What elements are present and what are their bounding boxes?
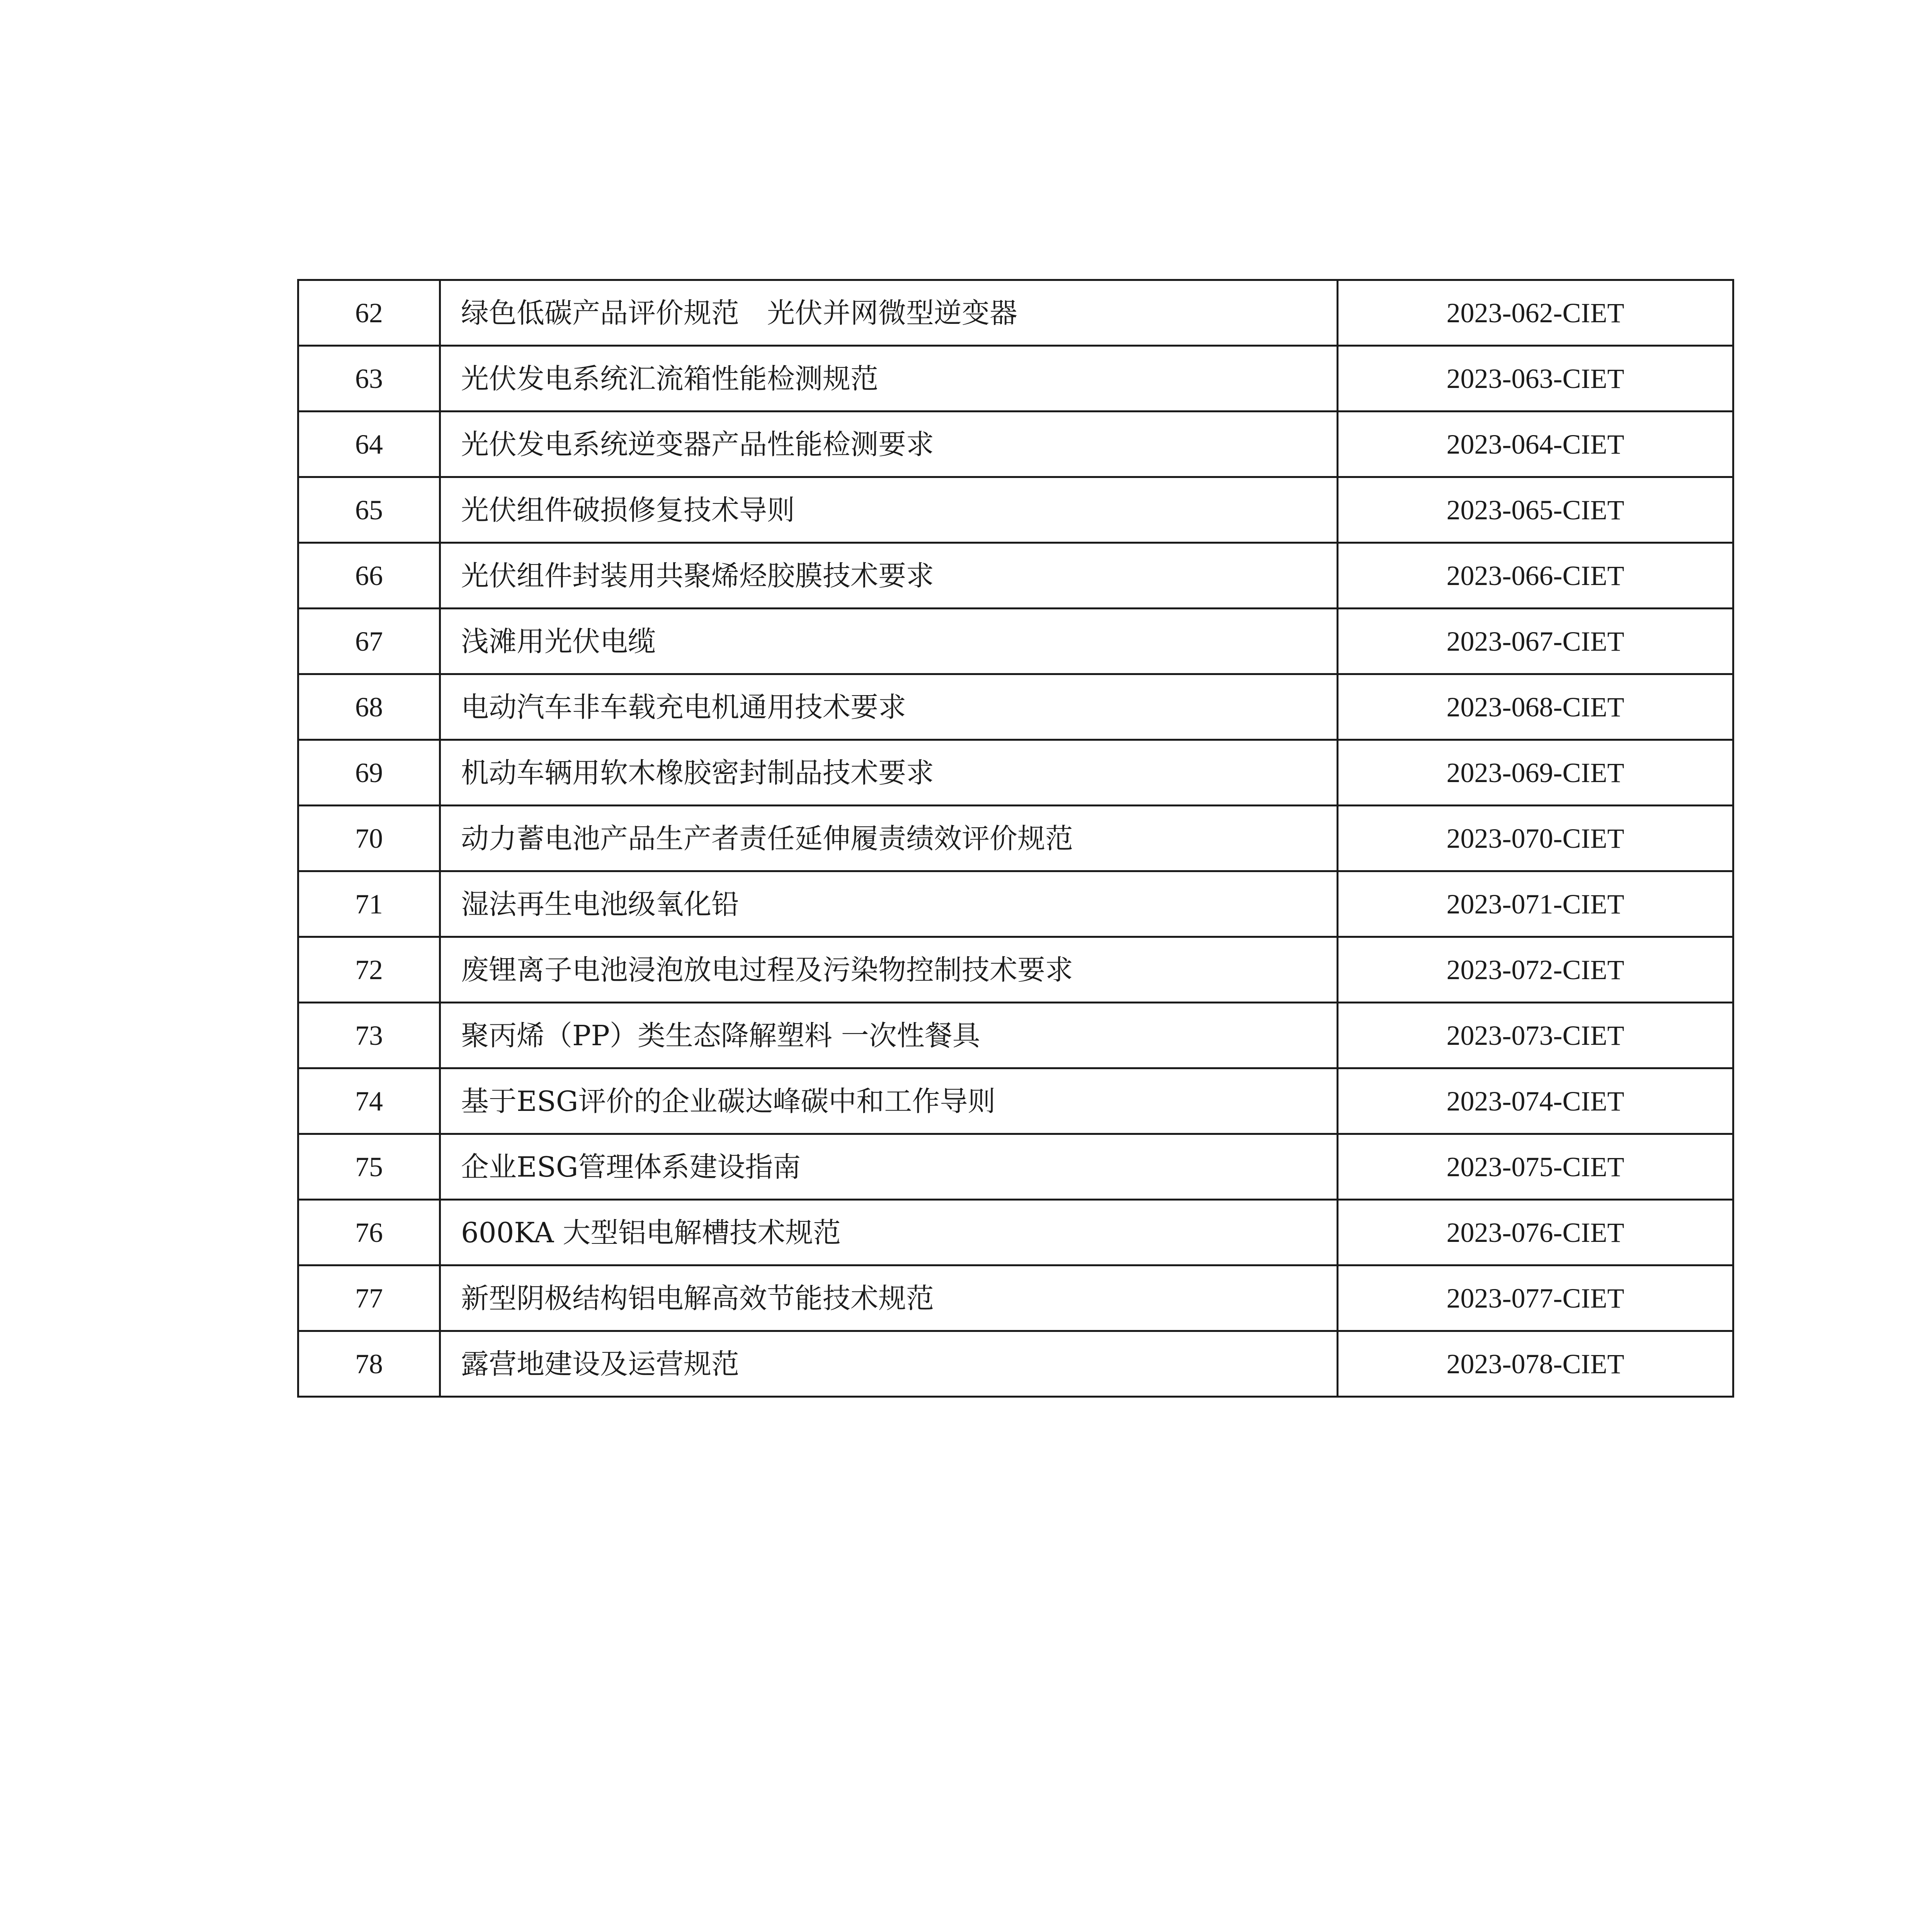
table-row [298,609,1733,674]
standard-code-cell: 2023-068-CIET [1338,674,1733,740]
table-row [298,1134,1733,1200]
table-row [298,280,1733,346]
standard-code-cell: 2023-069-CIET [1338,740,1733,806]
standard-code-cell: 2023-073-CIET [1338,1003,1733,1068]
row-number-cell: 62 [298,280,440,346]
standard-name-cell: 机动车辆用软木橡胶密封制品技术要求 [440,740,1338,806]
standard-name-cell: 电动汽车非车载充电机通用技术要求 [440,674,1338,740]
row-number-cell: 64 [298,412,440,477]
standard-name-cell: 企业ESG管理体系建设指南 [440,1134,1338,1200]
standard-name-cell: 600KA 大型铝电解槽技术规范 [440,1200,1338,1265]
standard-code-cell: 2023-071-CIET [1338,871,1733,937]
row-number-cell: 68 [298,674,440,740]
row-number-cell: 77 [298,1265,440,1331]
table-row [298,412,1733,477]
standard-code-cell: 2023-077-CIET [1338,1265,1733,1331]
table-row [298,937,1733,1003]
standards-table [297,279,1734,1398]
row-number-cell: 70 [298,806,440,871]
table-row [298,871,1733,937]
standard-name-cell: 湿法再生电池级氧化铅 [440,871,1338,937]
row-number-cell: 72 [298,937,440,1003]
table-row [298,1200,1733,1265]
standard-name-cell: 浅滩用光伏电缆 [440,609,1338,674]
row-number-cell: 63 [298,346,440,412]
table-row [298,477,1733,543]
standard-code-cell: 2023-066-CIET [1338,543,1733,609]
standard-name-cell: 聚丙烯（PP）类生态降解塑料 一次性餐具 [440,1003,1338,1068]
row-number-cell: 67 [298,609,440,674]
table-row [298,346,1733,412]
standard-code-cell: 2023-074-CIET [1338,1068,1733,1134]
standard-name-cell: 光伏组件封装用共聚烯烃胶膜技术要求 [440,543,1338,609]
row-number-cell: 76 [298,1200,440,1265]
table-row [298,543,1733,609]
table-row [298,1068,1733,1134]
standard-name-cell: 光伏发电系统汇流箱性能检测规范 [440,346,1338,412]
row-number-cell: 73 [298,1003,440,1068]
standard-name-cell: 废锂离子电池浸泡放电过程及污染物控制技术要求 [440,937,1338,1003]
table-row [298,740,1733,806]
standards-table-body [298,280,1733,1397]
standard-code-cell: 2023-072-CIET [1338,937,1733,1003]
table-row [298,674,1733,740]
table-row [298,1331,1733,1397]
standard-code-cell: 2023-064-CIET [1338,412,1733,477]
standard-code-cell: 2023-075-CIET [1338,1134,1733,1200]
row-number-cell: 78 [298,1331,440,1397]
table-row [298,1265,1733,1331]
standard-name-cell: 露营地建设及运营规范 [440,1331,1338,1397]
row-number-cell: 74 [298,1068,440,1134]
standard-name-cell: 绿色低碳产品评价规范 光伏并网微型逆变器 [440,280,1338,346]
row-number-cell: 66 [298,543,440,609]
standard-code-cell: 2023-063-CIET [1338,346,1733,412]
standard-name-cell: 基于ESG评价的企业碳达峰碳中和工作导则 [440,1068,1338,1134]
standard-code-cell: 2023-065-CIET [1338,477,1733,543]
row-number-cell: 71 [298,871,440,937]
row-number-cell: 75 [298,1134,440,1200]
standard-code-cell: 2023-062-CIET [1338,280,1733,346]
table-row [298,1003,1733,1068]
table-row [298,806,1733,871]
standard-code-cell: 2023-078-CIET [1338,1331,1733,1397]
standard-name-cell: 新型阴极结构铝电解高效节能技术规范 [440,1265,1338,1331]
row-number-cell: 69 [298,740,440,806]
standard-name-cell: 光伏发电系统逆变器产品性能检测要求 [440,412,1338,477]
standard-code-cell: 2023-067-CIET [1338,609,1733,674]
standard-code-cell: 2023-076-CIET [1338,1200,1733,1265]
row-number-cell: 65 [298,477,440,543]
standard-code-cell: 2023-070-CIET [1338,806,1733,871]
standard-name-cell: 动力蓄电池产品生产者责任延伸履责绩效评价规范 [440,806,1338,871]
standard-name-cell: 光伏组件破损修复技术导则 [440,477,1338,543]
